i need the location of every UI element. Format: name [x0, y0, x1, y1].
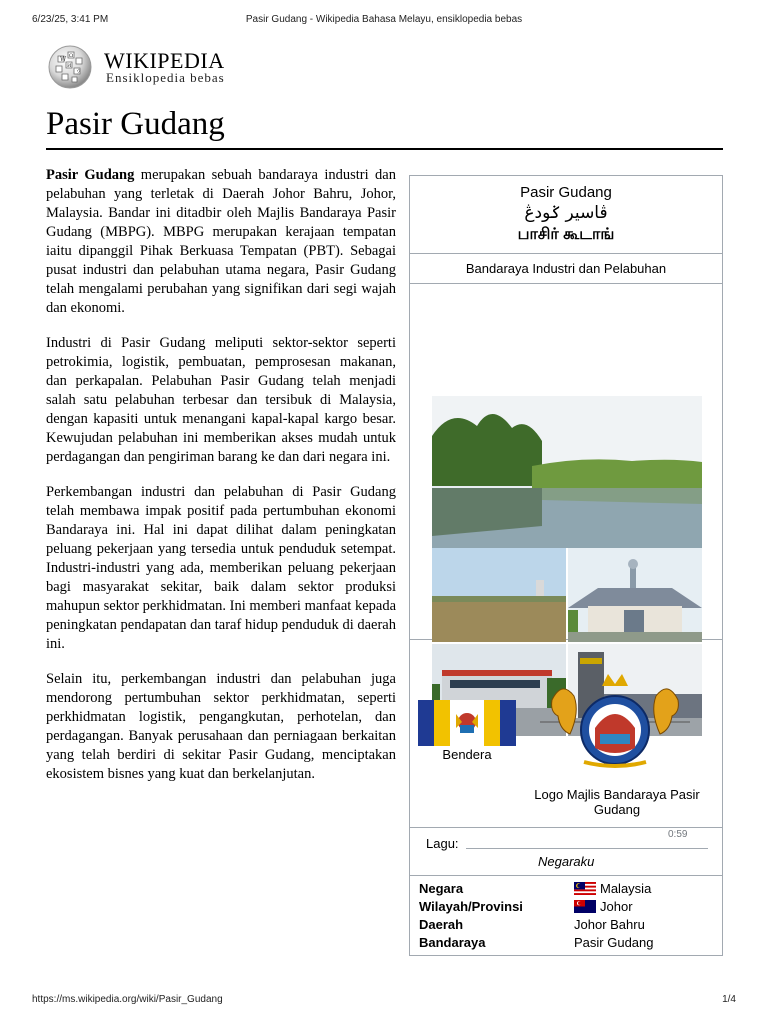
svg-text:W: W — [60, 56, 67, 63]
svg-text:Ω: Ω — [69, 53, 74, 59]
infobox-row-state — [410, 897, 722, 915]
article-paragraph-1 — [46, 166, 396, 318]
anthem-audio-player[interactable] — [466, 848, 708, 849]
print-page-number: 1/4 — [722, 994, 736, 1005]
infobox-symbols — [410, 640, 722, 828]
wikipedia-logo-link[interactable] — [46, 44, 286, 90]
anthem-duration: 0:59 — [668, 829, 688, 840]
infobox-row-country — [410, 879, 722, 897]
infobox-row-district — [410, 915, 722, 933]
council-crest-icon[interactable] — [540, 670, 690, 770]
malaysia-flag-icon — [574, 882, 596, 895]
print-header — [32, 14, 736, 28]
print-page-title: Pasir Gudang - Wikipedia Bahasa Melayu, ensiklopedia bebas — [245, 14, 523, 25]
anthem-name-link[interactable]: Negaraku — [538, 854, 595, 869]
lake-photo[interactable] — [432, 396, 702, 548]
building-photo[interactable] — [568, 548, 702, 642]
anthem-label: Lagu: — [426, 836, 459, 851]
country-link[interactable]: Malaysia — [600, 881, 652, 896]
article-paragraph-3: Perkembangan industri dan pelabuhan di Pasir Gudang telah membawa impak positif pada pertumbuhan ekonomi Bandaraya ini. Hal ini dapat dilihat dalam peningkatan peluang pekerjaan yang tersedia untuk penduduk setempat. Industri-industri yang ada, memberikan peluang pekerjaan bagi masyarakat sekitar, baik dalam sektor produksi mahupun sektor perkhidmatan. Ini memberi manfaat kepada peningkatan pendapatan dan taraf hidup penduduk di daerah ini. — [46, 484, 396, 652]
print-footer — [32, 994, 736, 1008]
infobox-name: Pasir Gudang — [520, 184, 612, 201]
logo-caption: Logo Majlis Bandaraya Pasir Gudang — [534, 787, 700, 817]
article-lead-term: Pasir Gudang — [46, 167, 135, 183]
row-label: Bandaraya — [419, 935, 486, 950]
article-paragraph-4: Selain itu, perkembangan industri dan pelabuhan juga mendorong pertumbuhan sektor perkhidmatan, seperti perkhidmatan logistik, pengangkutan, perhotelan, dan perdagangan. Banyak perusahaan dan perniagaan berkaitan yang telah berdiri di sekitar Pasir Gudang, menciptakan ekosistem bisnes yang kuat dan berkelanjutan. — [46, 671, 396, 782]
city-value: Pasir Gudang — [574, 935, 654, 950]
row-value — [574, 899, 633, 914]
svg-text:ウ: ウ — [76, 69, 82, 75]
row-value — [574, 881, 651, 896]
infobox-name-tamil: பாசிர் கூடாங் — [517, 226, 615, 243]
pasir-gudang-flag-icon[interactable] — [418, 700, 516, 746]
infobox-row-city — [410, 933, 722, 951]
infobox-subtitle: Bandaraya Industri dan Pelabuhan — [410, 254, 722, 284]
article-paragraph-2: Industri di Pasir Gudang meliputi sektor-sektor seperti petrokimia, logistik, pembuatan, pemprosesan makanan, dan perkapalan. Pelabuhan Pasir Gudang telah menjadi salah satu pelabuhan terbesar dan tersibuk di Malaysia, dengan kapasiti untuk menangani kapal-kapal kargo besar. Kewujudan pelabuhan ini memberikan akses mudah untuk perdagangan dan pengiriman barang ke dan dari negara ini. — [46, 335, 396, 465]
infobox-header — [410, 176, 722, 254]
district-link[interactable]: Johor Bahru — [574, 917, 645, 932]
johor-flag-icon — [574, 900, 596, 913]
row-label: Wilayah/Provinsi — [419, 899, 523, 914]
print-url: https://ms.wikipedia.org/wiki/Pasir_Gudang — [32, 994, 223, 1005]
row-label: Negara — [419, 881, 464, 896]
wikipedia-tagline: Ensiklopedia bebas — [106, 70, 225, 85]
page-title: Pasir Gudang — [46, 104, 723, 150]
infobox-data-rows — [410, 876, 722, 951]
wikipedia-globe-icon — [46, 44, 94, 90]
infobox — [409, 175, 723, 956]
infobox-photo-montage — [410, 284, 722, 640]
svg-text:И: И — [67, 63, 72, 69]
wikipedia-wordmark: WIKIPEDIA — [104, 48, 225, 73]
print-datetime: 6/23/25, 3:41 PM — [32, 14, 109, 25]
field-photo[interactable] — [432, 548, 566, 642]
infobox-name-jawi: ڤاسير ݢودڠ — [524, 203, 608, 222]
article-content — [46, 166, 396, 800]
state-link[interactable]: Johor — [600, 899, 633, 914]
row-label: Daerah — [419, 917, 464, 932]
article-paragraph-1-text: merupakan sebuah bandaraya industri dan pelabuhan yang terletak di Daerah Johor Bahru, Johor, Malaysia. Bandar ini ditadbir oleh Majlis Bandaraya Pasir Gudang (MBPG). MBPG merupakan kerajaan tempatan iaitu dipanggil Pihak Berkuasa Tempatan (PBT). Sebagai pusat industri dan pelabuhan utama negara, Pasir Gudang telah mengalami perubahan yang signifikan dari segi wajah dan ekonomi. — [46, 167, 396, 316]
infobox-anthem — [410, 828, 722, 876]
flag-caption: Bendera — [442, 747, 492, 762]
